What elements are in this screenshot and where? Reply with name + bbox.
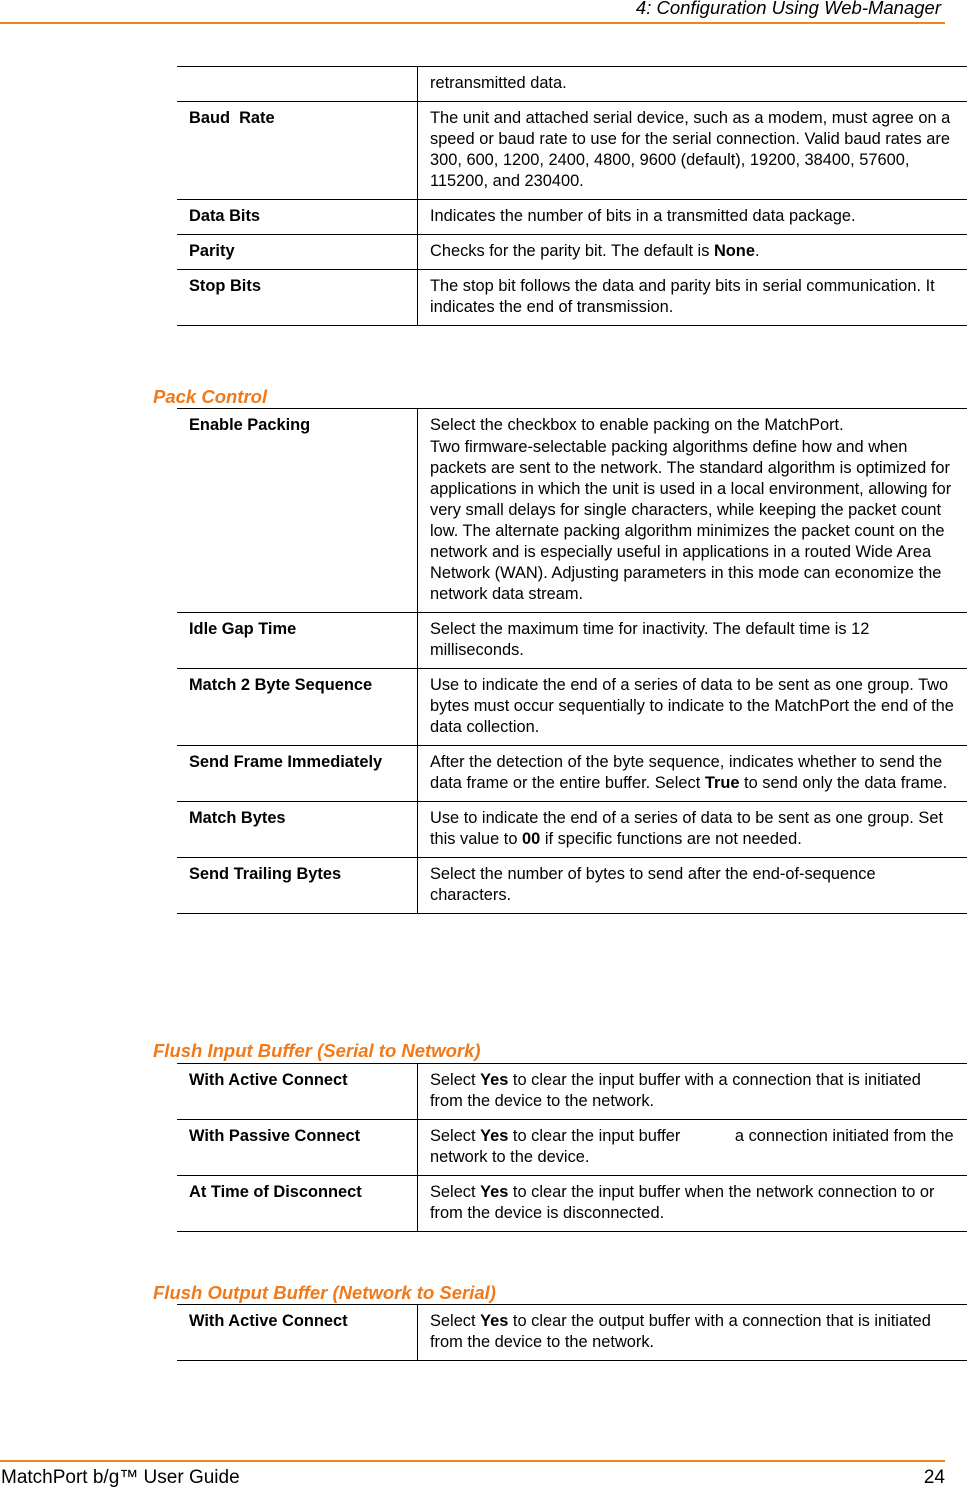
- table-row: [177, 669, 967, 746]
- row-label: Send Trailing Bytes: [177, 858, 418, 914]
- row-description: Use to indicate the end of a series of data to be sent as one group. Two bytes must occur sequentially to indicate to the MatchPort the end of the data collection.: [418, 669, 967, 746]
- desc-text: to send only the data frame.: [739, 774, 948, 792]
- row-label: Stop Bits: [177, 270, 418, 326]
- flush-input-table: [177, 1063, 967, 1232]
- desc-bold: True: [704, 774, 740, 792]
- row-description: The stop bit follows the data and parity bits in serial communication. It indicates the end of transmission.: [418, 270, 967, 326]
- pack-control-table: [177, 408, 967, 914]
- row-description: [418, 1305, 967, 1361]
- table-row: [177, 746, 967, 802]
- row-description: [418, 1176, 967, 1232]
- row-description: Select the number of bytes to send after the end-of-sequence characters.: [418, 858, 967, 914]
- row-label: Data Bits: [177, 200, 418, 235]
- row-label: Send Frame Immediately: [177, 746, 418, 802]
- desc-bold: None: [713, 242, 755, 260]
- table-row: [177, 409, 967, 613]
- row-label: Idle Gap Time: [177, 613, 418, 669]
- row-label: With Passive Connect: [177, 1120, 418, 1176]
- row-description: [418, 802, 967, 858]
- row-description: Indicates the number of bits in a transmitted data package.: [418, 200, 967, 235]
- table-row: [177, 802, 967, 858]
- desc-bold: Yes: [480, 1183, 509, 1201]
- desc-text: Select: [430, 1183, 481, 1201]
- desc-text: to clear the input buffer with a connection that is initiated from the device to the network.: [430, 1071, 921, 1110]
- desc-bold: 00: [522, 830, 541, 848]
- chapter-title: 4: Configuration Using Web-Manager: [635, 0, 941, 18]
- section-heading-flush-input: Flush Input Buffer (Serial to Network): [153, 1040, 481, 1061]
- row-label: With Active Connect: [177, 1305, 418, 1361]
- desc-text: After the detection of the byte sequence, indicates whether to send the data frame or the entire buffer. Select: [430, 753, 943, 792]
- desc-paragraph: Two firmware-selectable packing algorithms define how and when packets are sent to the network. The standard algorithm is optimized for applications in which the unit is used in a local environment, allowing for very small delays for single characters, while keeping the packet count low. The alternate packing algorithm minimizes the packet count on the network and is especially useful in applications in a routed Wide Area Network (WAN). Adjusting parameters in this mode can economize the network data stream.: [430, 438, 952, 603]
- desc-bold: Yes: [480, 1071, 509, 1089]
- row-label: [177, 67, 418, 102]
- row-description: [418, 1064, 967, 1120]
- table-row: [177, 67, 967, 102]
- desc-text: Select: [430, 1127, 481, 1145]
- row-label: Match 2 Byte Sequence: [177, 669, 418, 746]
- desc-bold: Yes: [480, 1312, 509, 1330]
- table-row: [177, 235, 967, 270]
- page-footer: [0, 1460, 945, 1488]
- desc-text: to clear the input buffer when the network connection to or from the device is disconnected.: [430, 1183, 935, 1222]
- row-description: [418, 1120, 967, 1176]
- desc-text: Use to indicate the end of a series of data to be sent as one group. Set this value to: [430, 809, 943, 848]
- serial-settings-table: [177, 66, 967, 326]
- row-description: The unit and attached serial device, such as a modem, must agree on a speed or baud rate to use for the serial connection. Valid baud rates are 300, 600, 1200, 2400, 4800, 9600 (default), 19200, 38400, 57600, 115200, and 230400.: [418, 102, 967, 200]
- page-header: [0, 0, 945, 24]
- row-description: [418, 409, 967, 613]
- table-row: [177, 1120, 967, 1176]
- row-description: retransmitted data.: [418, 67, 967, 102]
- row-label: At Time of Disconnect: [177, 1176, 418, 1232]
- row-description: [418, 746, 967, 802]
- table-row: [177, 1176, 967, 1232]
- table-row: [177, 613, 967, 669]
- desc-text: .: [754, 242, 760, 260]
- table-row: [177, 858, 967, 914]
- guide-title: MatchPort b/g™ User Guide: [1, 1467, 240, 1488]
- desc-bold: Yes: [480, 1127, 509, 1145]
- desc-text: Select: [430, 1312, 481, 1330]
- table-row: [177, 200, 967, 235]
- desc-text: Checks for the parity bit. The default is: [430, 242, 714, 260]
- table-row: [177, 1305, 967, 1361]
- table-row: [177, 270, 967, 326]
- row-label: Match Bytes: [177, 802, 418, 858]
- desc-text: if specific functions are not needed.: [540, 830, 802, 848]
- desc-text: to clear the input buffer a connection initiated from the network to the device.: [430, 1127, 959, 1166]
- row-label: Enable Packing: [177, 409, 418, 613]
- table-row: [177, 102, 967, 200]
- desc-text: to clear the output buffer with a connection that is initiated from the device to the network.: [430, 1312, 931, 1351]
- row-description: [418, 235, 967, 270]
- page-number: 24: [923, 1467, 945, 1488]
- section-heading-pack-control: Pack Control: [153, 386, 268, 407]
- row-description: Select the maximum time for inactivity. The default time is 12 milliseconds.: [418, 613, 967, 669]
- desc-paragraph: Select the checkbox to enable packing on the MatchPort.: [430, 416, 844, 434]
- flush-output-table: [177, 1304, 967, 1361]
- table-row: [177, 1064, 967, 1120]
- row-label: Parity: [177, 235, 418, 270]
- section-heading-flush-output: Flush Output Buffer (Network to Serial): [153, 1282, 496, 1303]
- row-label: With Active Connect: [177, 1064, 418, 1120]
- desc-text: Select: [430, 1071, 481, 1089]
- row-label: Baud Rate: [177, 102, 418, 200]
